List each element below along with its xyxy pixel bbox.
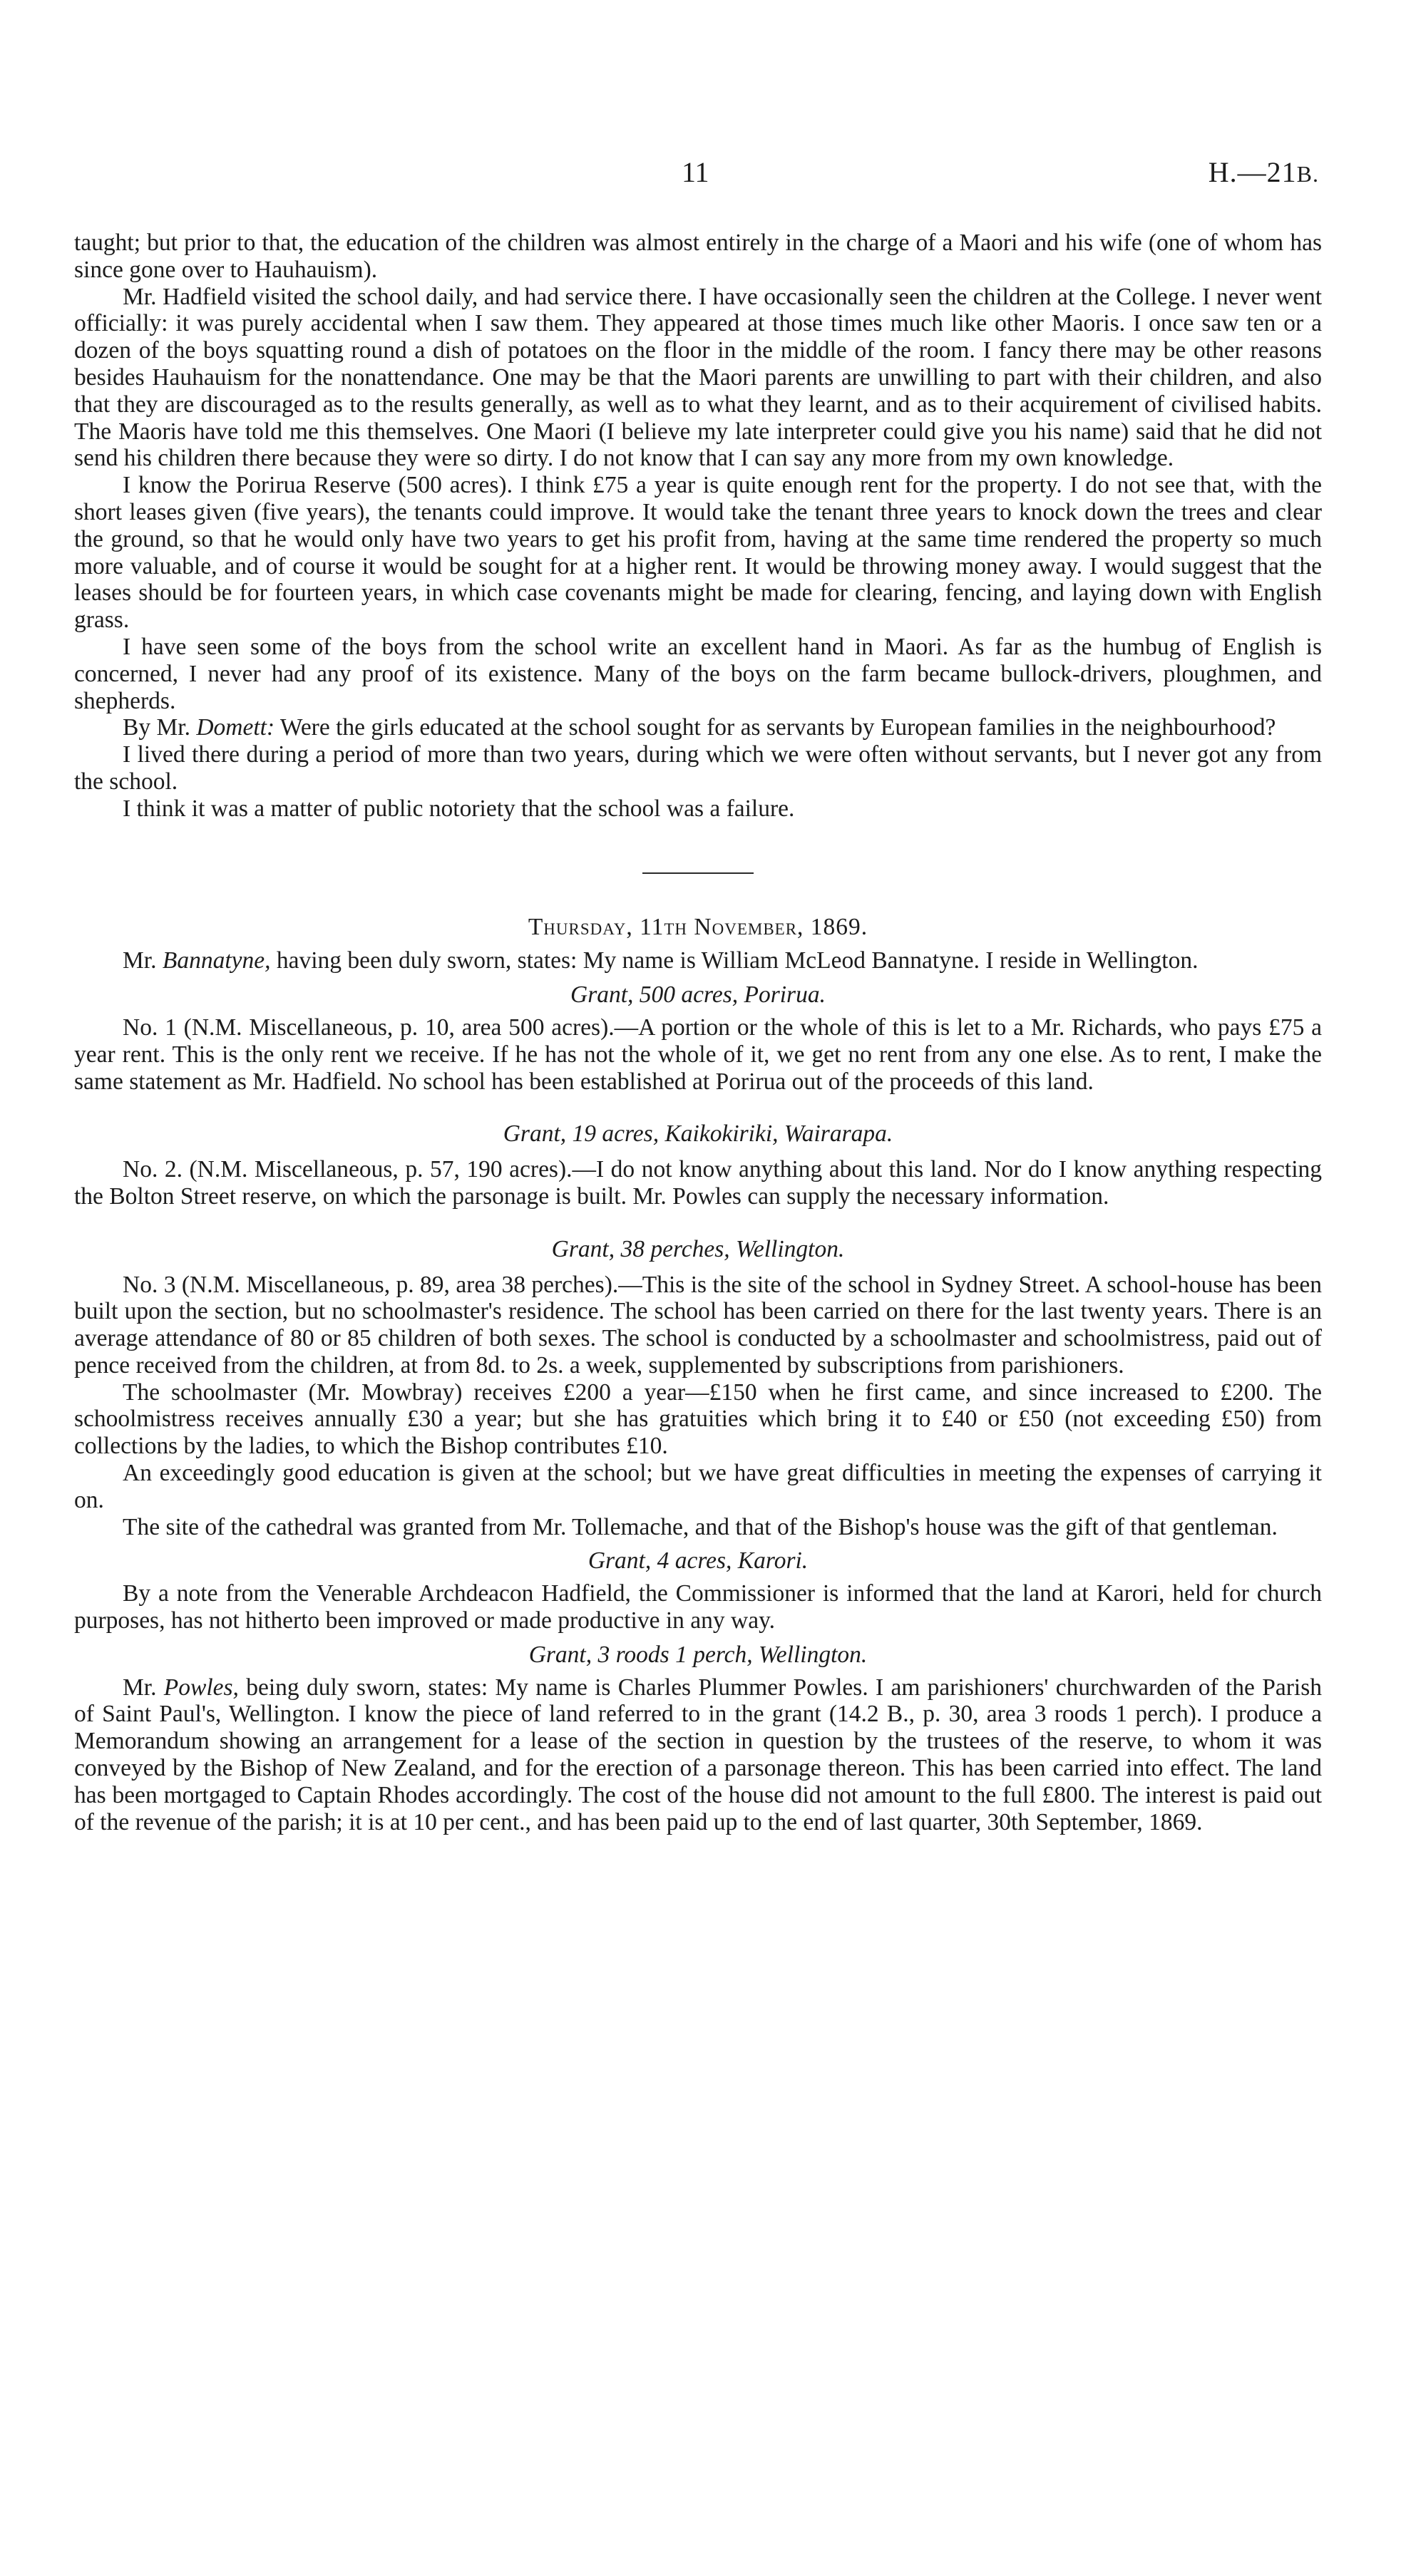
paragraph-testimony xyxy=(74,947,1322,974)
witness-name: Powles, xyxy=(163,1674,239,1701)
grant-heading: Grant, 19 acres, Kaikokiriki, Wairarapa. xyxy=(503,1120,893,1148)
grant-heading: Grant, 3 roods 1 perch, Wellington. xyxy=(528,1641,868,1668)
text-run: being duly sworn, states: My name is Charles Plummer Powles. I am parishioners' churchwarden of the Parish of Saint Paul's, Wellington. I know the piece of land referred to in the grant (14.2 B., p. 30, area 3 roods 1 perch). I produce a Memorandum showing an arrangement for a lease of the section in question by the trustees of the reserve, to whom it was conveyed by the Bishop of New Zealand, and for the erection of a parsonage thereon. This has been carried into effect. The land has been mortgaged to Captain Rhodes accordingly. The cost of the house did not amount to the full £800. The interest is paid out of the revenue of the parish; it is at 10 per cent., and has been paid up to the end of last quarter, 30th September, 1869. xyxy=(74,1674,1322,1835)
paragraph-question xyxy=(74,714,1322,741)
paragraph: The site of the cathedral was granted from Mr. Tollemache, and that of the Bishop's house was the gift of that gentleman. xyxy=(123,1513,1278,1540)
document-reference-suffix: B. xyxy=(1296,161,1319,187)
grant-heading: Grant, 500 acres, Porirua. xyxy=(570,982,826,1009)
paragraph: I think it was a matter of public notoriety that the school was a failure. xyxy=(123,795,795,822)
date-heading: Thursday, 11th November, 1869. xyxy=(528,913,868,940)
text-run: having been duly sworn, states: My name is William McLeod Bannatyne. I reside in Wellington. xyxy=(270,947,1199,974)
grant-heading: Grant, 4 acres, Karori. xyxy=(587,1547,809,1575)
page-body xyxy=(74,230,1322,1835)
section-divider xyxy=(642,872,754,874)
text-run: Mr. xyxy=(123,947,163,974)
paragraph: I have seen some of the boys from the school write an excellent hand in Maori. As far as the humbug of English is concerned, I never had any proof of its existence. Many of the boys on the farm became bullock-drivers, ploughmen, and shepherds. xyxy=(74,633,1322,714)
paragraph: By a note from the Venerable Archdeacon Hadfield, the Commissioner is informed that the land at Karori, held for church purposes, has not hitherto been improved or made productive in any way. xyxy=(74,1580,1322,1634)
paragraph-testimony xyxy=(74,1674,1322,1836)
grant-heading: Grant, 38 perches, Wellington. xyxy=(551,1235,845,1262)
paragraph: taught; but prior to that, the education of the children was almost entirely in the charge of a Maori and his wife (one of whom has since gone over to Hauhauism). xyxy=(74,230,1322,283)
paragraph: I lived there during a period of more than two years, during which we were often without servants, but I never got any from the school. xyxy=(74,741,1322,795)
text-run: By Mr. xyxy=(123,714,197,741)
page-number: 11 xyxy=(682,156,709,188)
paragraph: No. 3 (N.M. Miscellaneous, p. 89, area 38 perches).—This is the site of the school in Sydney Street. A school-house has been built upon the section, but no schoolmaster's residence. The school has been carried on there for the last twenty years. There is an average attendance of 80 or 85 children of both sexes. The school is conducted by a schoolmaster and schoolmistress, paid out of pence received from the children, at from 8d. to 2s. a week, supplemented by subscriptions from parishioners. xyxy=(74,1271,1322,1379)
paragraph: I know the Porirua Reserve (500 acres). I think £75 a year is quite enough rent for the property. I do not see that, with the short leases given (five years), the tenants could improve. It would take the tenant three years to knock down the trees and clear the ground, so that he would only have two years to get his profit from, having at the same time rendered the property so much more valuable, and of course it would be sought for at a higher rent. It would be throwing money away. I would suggest that the leases should be for fourteen years, in which case covenants might be made for clearing, fencing, and laying down with English grass. xyxy=(74,472,1322,634)
text-run: Were the girls educated at the school sought for as servants by European families in the neighbourhood? xyxy=(274,714,1276,741)
paragraph: Mr. Hadfield visited the school daily, and had service there. I have occasionally seen the children at the College. I never went officially: it was purely accidental when I saw them. They appeared at those times much like other Maoris. I once saw ten or a dozen of the boys squatting round a dish of potatoes on the floor in the middle of the room. I fancy there may be other reasons besides Hauhauism for the nonattendance. One may be that the Maori parents are unwilling to part with their children, and also that they are discouraged as to the results generally, as well as to what they learnt, and as to their acquirement of civilised habits. The Maoris have told me this themselves. One Maori (I believe my late interpreter could give you his name) said that he did not send his children there because they were so dirty. I do not know that I can say any more from my own knowledge. xyxy=(74,283,1322,472)
page-header xyxy=(0,155,1406,198)
paragraph: An exceedingly good education is given at the school; but we have great difficulties in meeting the expenses of carrying it on. xyxy=(74,1460,1322,1513)
paragraph: No. 1 (N.M. Miscellaneous, p. 10, area 500 acres).—A portion or the whole of this is let to a Mr. Richards, who pays £75 a year rent. This is the only rent we receive. If he has not the whole of it, we get no rent from any one else. As to rent, I make the same statement as Mr. Hadfield. No school has been established at Porirua out of the proceeds of this land. xyxy=(74,1014,1322,1095)
document-reference xyxy=(1209,155,1319,189)
paragraph: The schoolmaster (Mr. Mowbray) receives £200 a year—£150 when he first came, and since increased to £200. The schoolmistress receives annually £30 a year; but she has gratuities which bring it to £40 or £50 (not exceeding £50) from collections by the ladies, to which the Bishop contributes £10. xyxy=(74,1379,1322,1460)
document-reference-main: H.—21 xyxy=(1208,156,1297,188)
witness-name: Bannatyne, xyxy=(162,947,271,974)
text-run: Mr. xyxy=(123,1674,164,1701)
paragraph: No. 2. (N.M. Miscellaneous, p. 57, 190 acres).—I do not know anything about this land. Nor do I know anything respecting the Bolton Street reserve, on which the parsonage is built. Mr. Powles can supply the necessary information. xyxy=(74,1156,1322,1210)
speaker-name: Domett: xyxy=(196,714,275,741)
